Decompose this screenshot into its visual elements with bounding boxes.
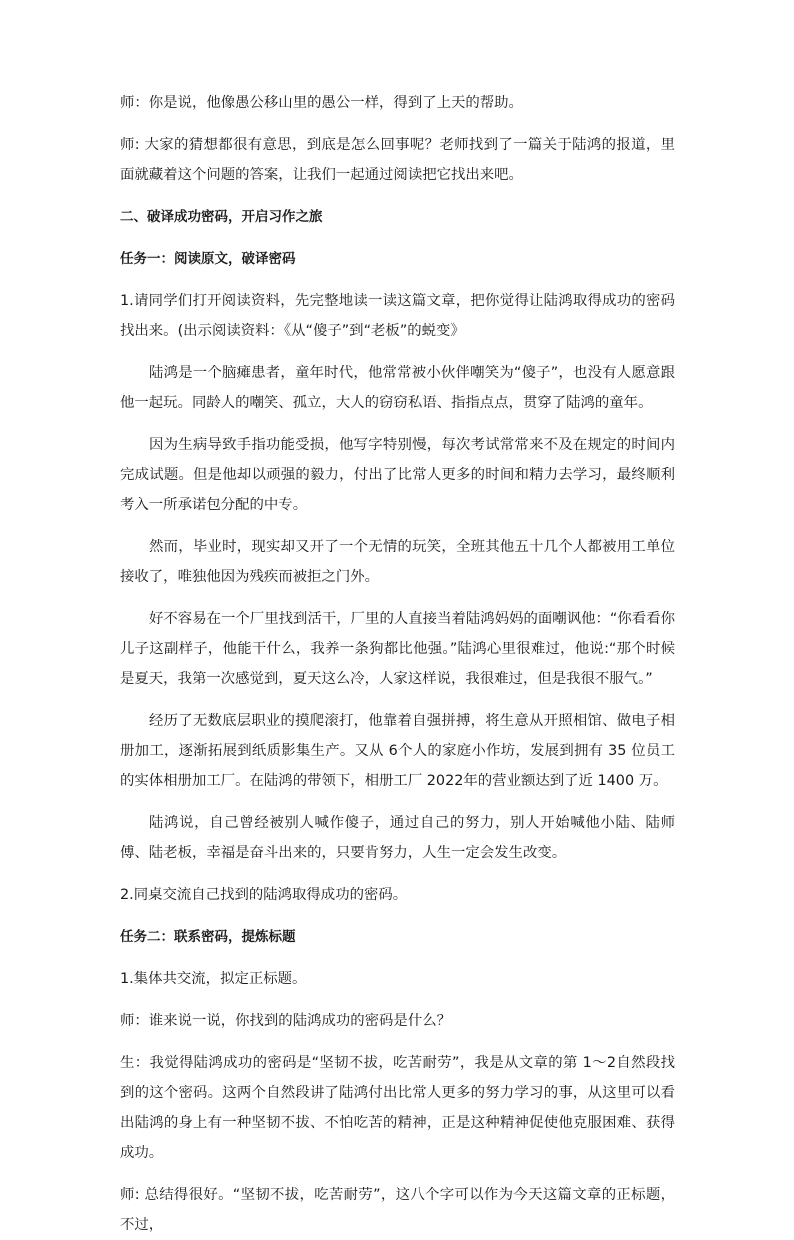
instruction-paragraph: 1.集体共交流，拟定正标题。 [120, 971, 307, 987]
reading-paragraph: 经历了无数底层职业的摸爬滚打，他靠着自强拼搏，将生意从开照相馆、做电子相册加工，逐渐拓展到纸质影集生产。又从 6个人的家庭小作坊，发展到拥有 35 位员工的实体相册加工厂。在陆鸿的带领下，相册工厂 2022年的营业额达到了近 1400 万。 [120, 713, 675, 789]
dialogue-teacher-line: 师：你是说，他像愚公移山里的愚公一样，得到了上天的帮助。 [120, 95, 523, 111]
reading-paragraph: 因为生病导致手指功能受损，他写字特别慢，每次考试常常来不及在规定的时间内完成试题。但是他却以顽强的毅力，付出了比常人更多的时间和精力去学习，最终顺利考入一所承诺包分配的中专。 [120, 437, 675, 513]
dialogue-teacher-line: 师：谁来说一说，你找到的陆鸿成功的密码是什么？ [120, 1013, 451, 1029]
task-heading: 任务二：联系密码，提炼标题 [120, 929, 296, 945]
section-heading: 二、破译成功密码，开启习作之旅 [120, 209, 323, 225]
reading-paragraph: 陆鸿说，自己曾经被别人喊作傻子，通过自己的努力，别人开始喊他小陆、陆师傅、陆老板，幸福是奋斗出来的，只要肯努力，人生一定会发生改变。 [120, 815, 675, 861]
instruction-paragraph: 2.同桌交流自己找到的陆鸿取得成功的密码。 [120, 887, 408, 903]
reading-paragraph: 然而，毕业时，现实却又开了一个无情的玩笑，全班其他五十几个人都被用工单位接收了，唯独他因为残疾而被拒之门外。 [120, 539, 675, 585]
reading-paragraph: 陆鸿是一个脑瘫患者，童年时代，他常常被小伙伴嘲笑为“傻子”，也没有人愿意跟他一起玩。同龄人的嘲笑、孤立，大人的窃窃私语、指指点点，贯穿了陆鸿的童年。 [120, 365, 675, 411]
task-heading: 任务一：阅读原文，破译密码 [120, 251, 296, 267]
dialogue-student-line: 生：我觉得陆鸿成功的密码是“坚韧不拔，吃苦耐劳”，我是从文章的第 1～2自然段找到的这个密码。这两个自然段讲了陆鸿付出比常人更多的努力学习的事，从这里可以看出陆鸿的身上有一种坚韧不拔、不怕吃苦的精神，正是这种精神促使他克服困难、获得成功。 [120, 1055, 675, 1161]
dialogue-teacher-line: 师: 总结得很好。“坚韧不拔，吃苦耐劳”，这八个字可以作为今天这篇文章的正标题，不过， [120, 1187, 675, 1233]
reading-paragraph: 好不容易在一个厂里找到活干，厂里的人直接当着陆鸿妈妈的面嘲讽他：“你看看你儿子这副样子，他能干什么，我养一条狗都比他强。”陆鸿心里很难过，他说:“那个时候是夏天，我第一次感觉到，夏天这么冷，人家这样说，我很难过，但是我很不服气。” [120, 611, 675, 687]
dialogue-teacher-line: 师: 大家的猜想都很有意思，到底是怎么回事呢？老师找到了一篇关于陆鸿的报道，里面就藏着这个问题的答案，让我们一起通过阅读把它找出来吧。 [120, 137, 675, 183]
document-body [120, 88, 675, 1240]
instruction-paragraph: 1.请同学们打开阅读资料，先完整地读一读这篇文章，把你觉得让陆鸿取得成功的密码找出来。(出示阅读资料：《从“傻子”到“老板”的蜕变》 [120, 293, 675, 339]
